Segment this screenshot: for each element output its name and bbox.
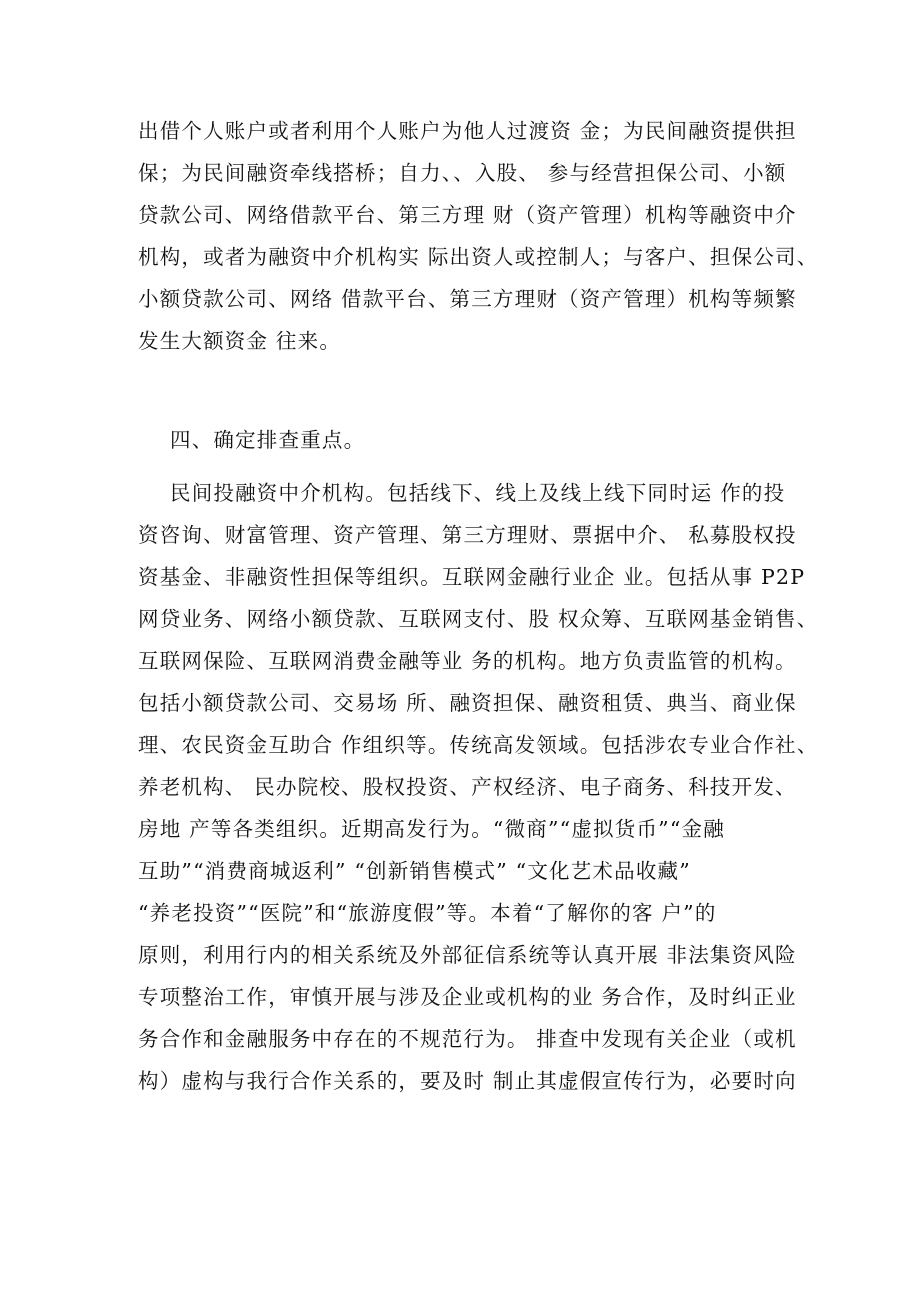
paragraph-line: 理、农民资金互助合 作组织等。传统高发领域。包括涉农专业合作社、	[138, 733, 819, 757]
section-heading	[170, 419, 365, 461]
paragraph-line: 小额贷款公司、网络 借款平台、第三方理财（资产管理）机构等频繁	[138, 287, 797, 311]
paragraph-line: 务合作和金融服务中存在的不规范行为。 排查中发现有关企业（或机	[138, 1027, 797, 1051]
paragraph-line: 原则，利用行内的相关系统及外部征信系统等认真开展 非法集资风险	[138, 943, 797, 967]
paragraph-continuation	[138, 110, 819, 362]
paragraph-line: 资咨询、财富管理、资产管理、第三方理财、票据中介、 私募股权投	[138, 523, 797, 547]
paragraph-line: 机构，或者为融资中介机构实 际出资人或控制人；与客户、担保公司、	[138, 245, 819, 269]
paragraph-line: 发生大额资金 往来。	[138, 329, 342, 353]
paragraph-line: 保；为民间融资牵线搭桥；自力、、入股、 参与经营担保公司、小额	[138, 161, 787, 185]
paragraph-line: 专项整治工作，审慎开展与涉及企业或机构的业 务合作，及时纠正业	[138, 985, 797, 1009]
paragraph-line: 构）虚构与我行合作关系的，要及时 制止其虚假宣传行为，必要时向	[138, 1069, 797, 1093]
paragraph-line: 网贷业务、网络小额贷款、互联网支付、股 权众筹、互联网基金销售、	[138, 607, 819, 631]
paragraph-line: 出借个人账户或者利用个人账户为他人过渡资 金；为民间融资提供担	[138, 119, 797, 143]
paragraph-line: 互联网保险、互联网消费金融等业 务的机构。地方负责监管的机构。	[138, 649, 797, 673]
paragraph-line: 互助”“消费商城返利” “创新销售模式” “文化艺术品收藏”	[138, 859, 691, 883]
paragraph-line: 包括小额贷款公司、交易场 所、融资担保、融资租赁、典当、商业保	[138, 691, 797, 715]
paragraph-line: 贷款公司、网络借款平台、第三方理 财（资产管理）机构等融资中介	[138, 203, 797, 227]
section-heading-text: 四、确定排查重点。	[170, 428, 366, 452]
paragraph-line: “养老投资”“医院”和“旅游度假”等。本着“了解你的客 户”的	[138, 901, 717, 925]
paragraph-line: 房地 产等各类组织。近期高发行为。“微商”“虚拟货币”“金融	[138, 817, 725, 841]
paragraph-line: 民间投融资中介机构。包括线下、线上及线上线下同时运 作的投	[170, 481, 786, 505]
paragraph-investigation-focus	[138, 472, 819, 1102]
paragraph-line: 养老机构、 民办院校、股权投资、产权经济、电子商务、科技开发、	[138, 775, 797, 799]
paragraph-line: 资基金、非融资性担保等组织。互联网金融行业企 业。包括从事 P2P	[138, 565, 806, 589]
